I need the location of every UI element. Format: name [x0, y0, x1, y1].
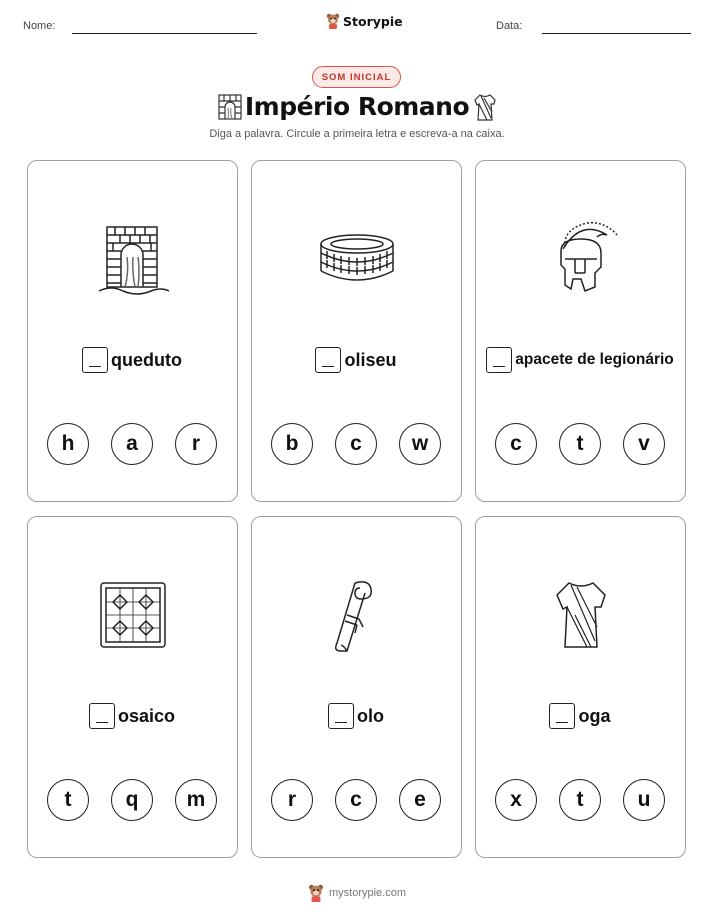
brand-logo [326, 13, 403, 29]
letter-option[interactable]: t [559, 423, 601, 465]
letter-option[interactable]: x [495, 779, 537, 821]
answer-box[interactable] [82, 347, 108, 373]
word-row [476, 703, 684, 729]
letter-option[interactable]: c [335, 423, 377, 465]
letter-option[interactable]: u [623, 779, 665, 821]
toga-title-icon [472, 92, 498, 122]
letter-option[interactable]: c [335, 779, 377, 821]
helmet-icon [541, 219, 621, 299]
instructions: Diga a palavra. Circule a primeira letra e escreva-a na caixa. [209, 128, 505, 140]
answer-box[interactable] [315, 347, 341, 373]
page-title: Império Romano [244, 92, 470, 121]
date-line[interactable] [542, 33, 691, 34]
letter-option[interactable]: v [623, 423, 665, 465]
letter-option[interactable]: r [175, 423, 217, 465]
brand-name: Storypie [343, 13, 403, 29]
name-line[interactable] [72, 33, 257, 34]
letter-option[interactable]: t [559, 779, 601, 821]
answer-box[interactable] [328, 703, 354, 729]
word-fragment: olo [357, 705, 384, 726]
colosseum-icon [317, 219, 397, 299]
letter-option[interactable]: m [175, 779, 217, 821]
date-label: Data: [496, 20, 523, 32]
footer-url[interactable]: mystorypie.com [328, 887, 407, 899]
letter-option[interactable]: r [271, 779, 313, 821]
answer-box[interactable] [549, 703, 575, 729]
word-card [27, 516, 238, 858]
word-fragment: queduto [111, 349, 182, 370]
letter-option[interactable]: t [47, 779, 89, 821]
letter-options [47, 423, 217, 465]
scroll-icon [317, 575, 397, 655]
letter-option[interactable]: b [271, 423, 313, 465]
letter-options [495, 779, 665, 821]
letter-options [271, 423, 441, 465]
word-row [28, 703, 236, 729]
word-fragment: apacete de legionário [515, 351, 674, 368]
letter-options [47, 779, 217, 821]
word-row [28, 347, 236, 373]
word-row [476, 347, 684, 373]
letter-options [495, 423, 665, 465]
word-card [475, 516, 686, 858]
letter-option[interactable]: e [399, 779, 441, 821]
word-card [251, 160, 462, 502]
answer-box[interactable] [89, 703, 115, 729]
badge-som-inicial: SOM INICIAL [312, 66, 401, 88]
word-card [475, 160, 686, 502]
word-row [252, 703, 460, 729]
letter-option[interactable]: w [399, 423, 441, 465]
bear-icon [326, 13, 340, 29]
word-row [252, 347, 460, 373]
answer-box[interactable] [486, 347, 512, 373]
name-label: Nome: [23, 20, 56, 32]
word-card [27, 160, 238, 502]
word-fragment: oga [578, 705, 611, 726]
word-fragment: oliseu [344, 349, 397, 370]
word-fragment: osaico [117, 705, 176, 726]
mosaic-icon [93, 575, 173, 655]
toga-icon [541, 575, 621, 655]
bear-icon [308, 884, 324, 902]
letter-options [271, 779, 441, 821]
letter-option[interactable]: c [495, 423, 537, 465]
word-card [251, 516, 462, 858]
letter-option[interactable]: a [111, 423, 153, 465]
aqueduct-icon [93, 219, 173, 299]
letter-option[interactable]: q [111, 779, 153, 821]
letter-option[interactable]: h [47, 423, 89, 465]
footer [0, 884, 714, 902]
